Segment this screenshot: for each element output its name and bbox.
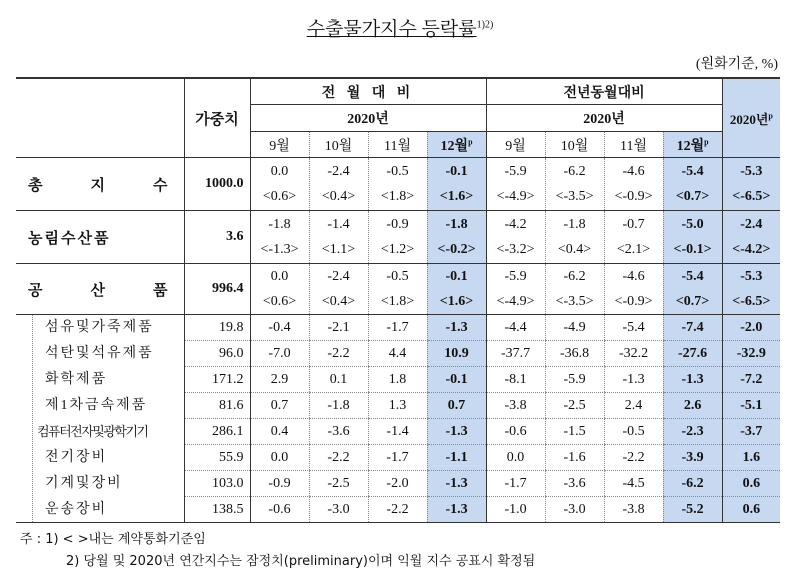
weight-cell: 96.0 xyxy=(184,341,250,367)
value-cell: -0.6 xyxy=(250,497,309,523)
month-header: 12월$^p$ xyxy=(663,132,722,158)
value-cell: -3.7 xyxy=(722,419,780,445)
value-cell: -4.6 <-0.9> xyxy=(604,158,663,211)
table-row xyxy=(16,497,780,523)
value-cell: -32.9 xyxy=(722,341,780,367)
value-cell: -1.7 xyxy=(368,445,427,471)
value-cell: -1.4 <1.1> xyxy=(309,211,368,264)
value-cell: -2.0 xyxy=(368,471,427,497)
value-cell: -32.2 xyxy=(604,341,663,367)
value-cell: -6.2 <-3.5> xyxy=(545,158,604,211)
row-label: 섬유및가죽제품 xyxy=(32,315,184,340)
value-cell: -3.8 xyxy=(604,497,663,523)
value-cell: -1.3 xyxy=(427,471,486,497)
value-cell: -8.1 xyxy=(486,367,545,393)
value-cell: 2.4 xyxy=(604,393,663,419)
price-index-table xyxy=(16,77,780,523)
value-cell: 4.4 xyxy=(368,341,427,367)
value-cell: -2.4 <0.4> xyxy=(309,158,368,211)
value-cell: -0.9 <1.2> xyxy=(368,211,427,264)
month-header: 12월$^p$ xyxy=(427,132,486,158)
row-label: 기계및장비 xyxy=(32,471,184,496)
value-cell: -36.8 xyxy=(545,341,604,367)
value-cell: 10.9 xyxy=(427,341,486,367)
value-cell: 0.0 xyxy=(250,445,309,471)
value-cell: -27.6 xyxy=(663,341,722,367)
value-cell: -0.5 xyxy=(604,419,663,445)
value-cell: -7.0 xyxy=(250,341,309,367)
month-header: 11월 xyxy=(368,132,427,158)
value-cell: -3.6 xyxy=(545,471,604,497)
value-cell: -0.5 <1.8> xyxy=(368,158,427,211)
month-header: 10월 xyxy=(545,132,604,158)
weight-cell: 996.4 xyxy=(184,264,250,315)
value-cell: 0.7 xyxy=(427,393,486,419)
value-cell: -5.1 xyxy=(722,393,780,419)
annual-header: 2020년$^p$ xyxy=(722,78,780,158)
value-cell: -1.8 <0.4> xyxy=(545,211,604,264)
value-cell: -0.5 <1.8> xyxy=(368,264,427,315)
value-cell: -5.3 <-6.5> xyxy=(722,264,780,315)
table-row xyxy=(16,341,780,367)
value-cell: 0.0 xyxy=(486,445,545,471)
value-cell: -5.4 xyxy=(604,315,663,341)
value-cell: -1.7 xyxy=(368,315,427,341)
value-cell: -0.9 xyxy=(250,471,309,497)
value-cell: -1.3 xyxy=(427,315,486,341)
weight-cell: 171.2 xyxy=(184,367,250,393)
value-cell: -0.1 <1.6> xyxy=(427,158,486,211)
weight-cell: 103.0 xyxy=(184,471,250,497)
value-cell: 0.0 <0.6> xyxy=(250,264,309,315)
value-cell: -4.6 <-0.9> xyxy=(604,264,663,315)
table-row xyxy=(16,211,780,264)
value-cell: 0.6 xyxy=(722,497,780,523)
value-cell: -1.0 xyxy=(486,497,545,523)
value-cell: -7.4 xyxy=(663,315,722,341)
value-cell: -3.8 xyxy=(486,393,545,419)
value-cell: -0.4 xyxy=(250,315,309,341)
value-cell: -2.5 xyxy=(309,471,368,497)
value-cell: -2.3 xyxy=(663,419,722,445)
value-cell: -3.0 xyxy=(309,497,368,523)
table-row xyxy=(16,367,780,393)
value-cell: -1.3 xyxy=(604,367,663,393)
value-cell: -3.9 xyxy=(663,445,722,471)
value-cell: -0.7 <2.1> xyxy=(604,211,663,264)
month-header: 11월 xyxy=(604,132,663,158)
table-row xyxy=(16,264,780,315)
mom-year-header: 2020년 xyxy=(250,105,486,132)
table-row xyxy=(16,445,780,471)
month-header: 10월 xyxy=(309,132,368,158)
value-cell: -2.2 xyxy=(309,341,368,367)
table-row xyxy=(16,471,780,497)
row-label: 화학제품 xyxy=(32,367,184,392)
value-cell: -2.2 xyxy=(309,445,368,471)
value-cell: -1.1 xyxy=(427,445,486,471)
value-cell: -5.0 <-0.1> xyxy=(663,211,722,264)
weight-cell: 286.1 xyxy=(184,419,250,445)
value-cell: -5.9 <-4.9> xyxy=(486,158,545,211)
row-label: 공 산 품 xyxy=(16,264,184,315)
weight-cell: 19.8 xyxy=(184,315,250,341)
row-label: 컴퓨터전자및광학기기 xyxy=(32,419,184,444)
value-cell: 0.0 <0.6> xyxy=(250,158,309,211)
value-cell: 1.3 xyxy=(368,393,427,419)
value-cell: -1.3 xyxy=(427,419,486,445)
value-cell: -3.6 xyxy=(309,419,368,445)
month-header: 9월 xyxy=(250,132,309,158)
value-cell: -2.5 xyxy=(545,393,604,419)
value-cell: -4.4 xyxy=(486,315,545,341)
footnote-2: 2) 당월 및 2020년 연간지수는 잠정치(preliminary)이며 익월 지수 공표시 확정됨 xyxy=(66,554,536,569)
value-cell: -5.9 xyxy=(545,367,604,393)
yoy-year-header: 2020년 xyxy=(486,105,722,132)
value-cell: -1.6 xyxy=(545,445,604,471)
value-cell: 0.7 xyxy=(250,393,309,419)
value-cell: 0.4 xyxy=(250,419,309,445)
value-cell: -6.2 <-3.5> xyxy=(545,264,604,315)
value-cell: -0.6 xyxy=(486,419,545,445)
footnote-1: 주 : 1) < >내는 계약통화기준임 xyxy=(20,532,206,547)
table-row xyxy=(16,158,780,211)
value-cell: -1.3 xyxy=(427,497,486,523)
value-cell: -4.5 xyxy=(604,471,663,497)
value-cell: -4.2 <-3.2> xyxy=(486,211,545,264)
value-cell: 2.9 xyxy=(250,367,309,393)
value-cell: -2.1 xyxy=(309,315,368,341)
weight-cell: 55.9 xyxy=(184,445,250,471)
row-label: 제1차금속제품 xyxy=(32,393,184,418)
value-cell: -1.8 xyxy=(309,393,368,419)
weight-cell: 138.5 xyxy=(184,497,250,523)
weight-cell: 81.6 xyxy=(184,393,250,419)
value-cell: -2.2 xyxy=(368,497,427,523)
value-cell: 1.6 xyxy=(722,445,780,471)
value-cell: -5.3 <-6.5> xyxy=(722,158,780,211)
value-cell: -2.4 <-4.2> xyxy=(722,211,780,264)
value-cell: -3.0 xyxy=(545,497,604,523)
value-cell: -1.3 xyxy=(663,367,722,393)
weight-cell: 1000.0 xyxy=(184,158,250,211)
table-row xyxy=(16,315,780,341)
weight-cell: 3.6 xyxy=(184,211,250,264)
value-cell: 2.6 xyxy=(663,393,722,419)
value-cell: -4.9 xyxy=(545,315,604,341)
unit-label: (원화기준, %) xyxy=(695,57,778,72)
page-title: 수출물가지수 등락률$^{1)2)}$ xyxy=(306,19,494,40)
value-cell: -5.9 <-4.9> xyxy=(486,264,545,315)
value-cell: -1.7 xyxy=(486,471,545,497)
row-label: 총 지 수 xyxy=(16,158,184,211)
value-cell: -2.4 <0.4> xyxy=(309,264,368,315)
yoy-header: 전년동월대비 xyxy=(486,78,722,105)
value-cell: -0.1 xyxy=(427,367,486,393)
row-label: 농림수산품 xyxy=(16,211,184,264)
value-cell: 0.1 xyxy=(309,367,368,393)
value-cell: -5.2 xyxy=(663,497,722,523)
value-cell: -0.1 <1.6> xyxy=(427,264,486,315)
value-cell: -6.2 xyxy=(663,471,722,497)
value-cell: -5.4 <0.7> xyxy=(663,264,722,315)
value-cell: 1.8 xyxy=(368,367,427,393)
value-cell: 0.6 xyxy=(722,471,780,497)
footnotes xyxy=(20,529,535,573)
value-cell: -2.2 xyxy=(604,445,663,471)
month-header: 9월 xyxy=(486,132,545,158)
value-cell: -1.4 xyxy=(368,419,427,445)
table-row xyxy=(16,419,780,445)
value-cell: -5.4 <0.7> xyxy=(663,158,722,211)
weight-header: 가중치 xyxy=(184,78,250,158)
value-cell: -1.8 <-1.3> xyxy=(250,211,309,264)
value-cell: -37.7 xyxy=(486,341,545,367)
row-label: 전기장비 xyxy=(32,445,184,470)
row-label: 운송장비 xyxy=(32,497,184,522)
mom-header: 전 월 대 비 xyxy=(250,78,486,105)
table-row xyxy=(16,393,780,419)
value-cell: -1.5 xyxy=(545,419,604,445)
row-label: 석탄및석유제품 xyxy=(32,341,184,366)
value-cell: -2.0 xyxy=(722,315,780,341)
value-cell: -7.2 xyxy=(722,367,780,393)
value-cell: -1.8 <-0.2> xyxy=(427,211,486,264)
